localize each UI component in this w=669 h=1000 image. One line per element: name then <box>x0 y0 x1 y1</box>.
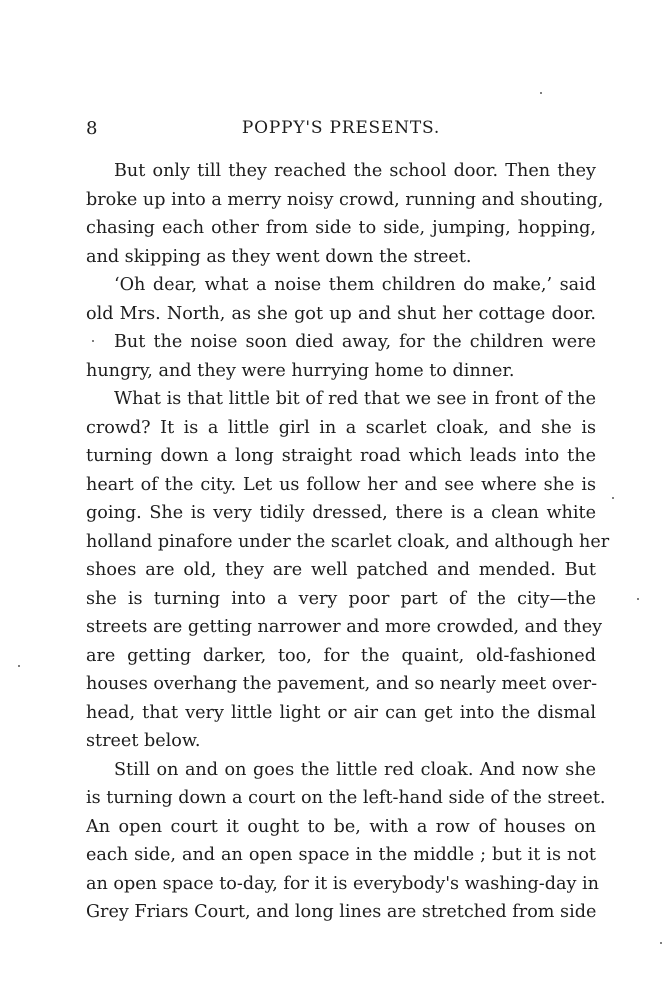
text-line: Grey Friars Court, and long lines are stretched from side <box>86 902 597 922</box>
text-line: turning down a long straight road which leads into the <box>86 446 596 466</box>
text-line: An open court it ought to be, with a row of houses on <box>86 816 596 837</box>
text-line: crowd? It is a little girl in a scarlet cloak, and she is <box>86 417 596 438</box>
text-line: ‘Oh dear, what a noise them children do make,’ said <box>114 275 596 295</box>
text-line: shoes are old, they are well patched and mended. But <box>86 560 596 580</box>
text-line: are getting darker, too, for the quaint, old-fashioned <box>86 645 596 666</box>
text-line: streets are getting narrower and more crowded, and they <box>86 617 603 637</box>
print-speck <box>637 598 639 600</box>
text-line: But only till they reached the school door. Then they <box>114 161 596 181</box>
text-line: an open space to-day, for it is everybody's washing-day in <box>86 873 599 894</box>
text-line: But the noise soon died away, for the children were <box>114 332 596 352</box>
print-speck <box>540 92 542 94</box>
print-speck <box>92 340 94 342</box>
text-line: Still on and on goes the little red cloak. And now she <box>114 759 596 780</box>
print-speck <box>18 665 20 667</box>
paragraph <box>86 157 604 271</box>
paragraph <box>86 328 596 385</box>
page-header <box>86 118 596 144</box>
text-line: heart of the city. Let us follow her and see where she is <box>86 474 596 495</box>
paragraph <box>86 756 606 927</box>
text-line: going. She is very tidily dressed, there is a clean white <box>86 503 596 523</box>
text-line: broke up into a merry noisy crowd, running and shouting, <box>86 189 604 210</box>
print-speck <box>660 942 662 944</box>
text-line: head, that very little light or air can get into the dismal <box>86 702 596 723</box>
print-speck <box>612 497 614 499</box>
text-line: What is that little bit of red that we see in front of the <box>114 389 596 409</box>
body-text <box>86 157 610 927</box>
paragraph <box>86 385 610 756</box>
text-line: street below. <box>86 731 201 751</box>
page-number: 8 <box>86 118 98 139</box>
text-line: she is turning into a very poor part of the city—the <box>86 588 596 609</box>
text-line: old Mrs. North, as she got up and shut her cottage door. <box>86 303 596 324</box>
text-line: is turning down a court on the left-hand side of the street. <box>86 788 606 808</box>
text-line: and skipping as they went down the street. <box>86 246 472 267</box>
text-line: each side, and an open space in the middle ; but it is not <box>86 845 596 865</box>
text-line: chasing each other from side to side, jumping, hopping, <box>86 218 596 238</box>
running-title: POPPY'S PRESENTS. <box>241 118 441 138</box>
text-line: hungry, and they were hurrying home to dinner. <box>86 360 515 381</box>
text-line: holland pinafore under the scarlet cloak, and although her <box>86 531 610 552</box>
text-line: houses overhang the pavement, and so nearly meet over- <box>86 674 598 694</box>
paragraph <box>86 271 596 328</box>
